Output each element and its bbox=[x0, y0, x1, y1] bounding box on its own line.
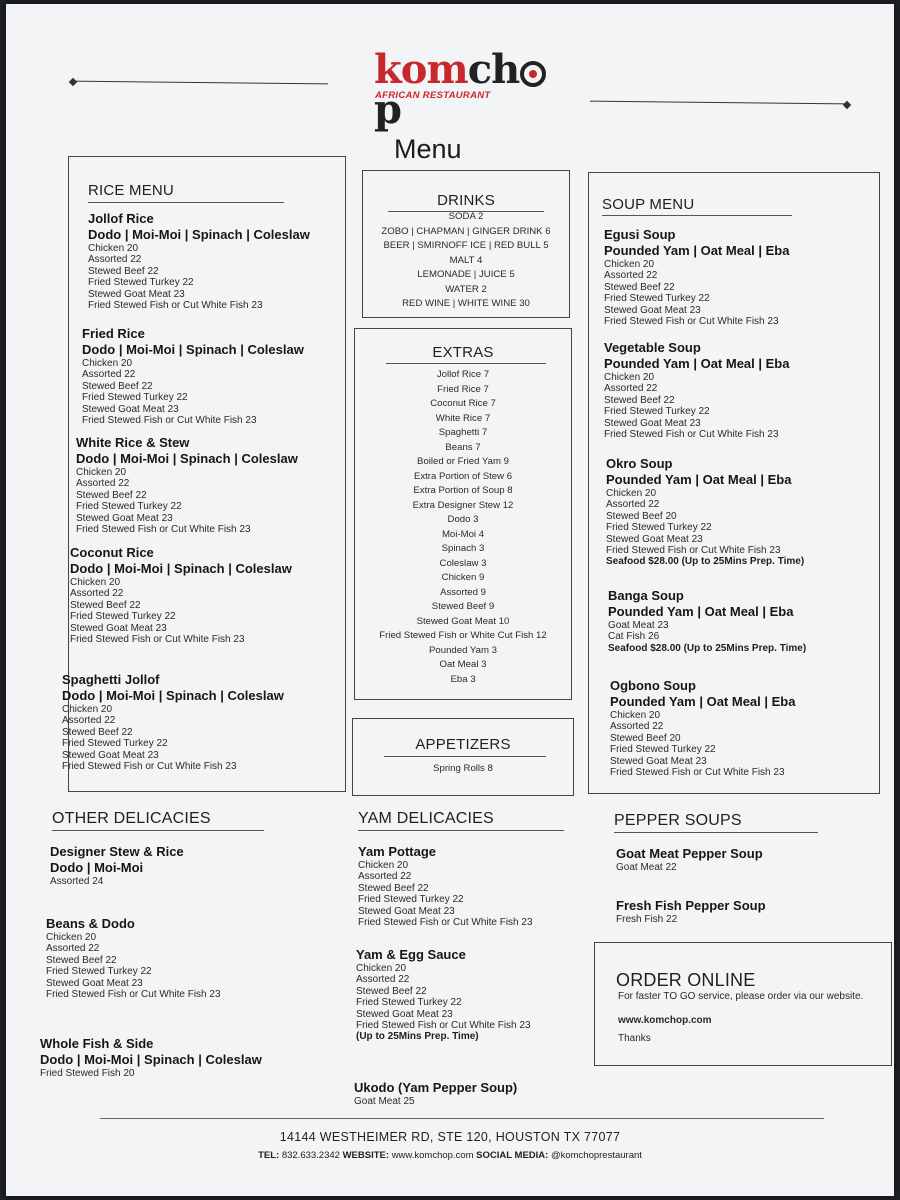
order-online-thanks: Thanks bbox=[618, 1033, 651, 1044]
menu-sheet bbox=[6, 4, 894, 1196]
soup-menu-item-price-line: Assorted 22 bbox=[604, 270, 658, 282]
header-rule-right bbox=[590, 101, 846, 105]
soup-menu-item-price-line: Stewed Goat Meat 23 bbox=[606, 533, 703, 545]
brand-name-kom: kom bbox=[374, 46, 468, 93]
extras-line: Chicken 9 bbox=[441, 572, 485, 583]
yam-delicacies-item bbox=[358, 844, 533, 928]
rice-menu-item-price-line: Chicken 20 bbox=[62, 704, 113, 715]
yam-delicacies-item-name: Yam & Egg Sauce bbox=[356, 947, 466, 962]
rice-menu-item-price-line: Stewed Goat Meat 23 bbox=[88, 288, 185, 300]
rice-menu-item-options: Dodo | Moi-Moi | Spinach | Coleslaw bbox=[62, 688, 284, 703]
drinks-line: LEMONADE | JUICE 5 bbox=[417, 269, 515, 280]
footer-social: @komchoprestaurant bbox=[550, 1150, 642, 1161]
pepper-soups-heading: PEPPER SOUPS bbox=[614, 812, 742, 829]
soup-menu-item-options: Pounded Yam | Oat Meal | Eba bbox=[608, 604, 794, 619]
soup-menu-item bbox=[604, 340, 789, 440]
soup-menu-item-price-line: Stewed Beef 20 bbox=[606, 510, 677, 522]
rice-menu-item-price-line: Fried Stewed Turkey 22 bbox=[62, 738, 168, 750]
soup-menu-item-price-line: Fried Stewed Fish or Cut White Fish 23 bbox=[604, 429, 779, 441]
extras-line: Moi-Moi 4 bbox=[441, 528, 485, 540]
pepper-soups-item bbox=[616, 846, 763, 873]
rice-menu-item-price-line: Assorted 22 bbox=[62, 715, 116, 727]
yam-delicacies-item-price-line: Chicken 20 bbox=[358, 860, 409, 871]
pepper-soups-rule bbox=[614, 832, 818, 833]
rice-menu-item-price-line: Stewed Beef 22 bbox=[82, 380, 153, 392]
rice-menu-item bbox=[76, 435, 298, 535]
rice-menu-item-price-line: Fried Stewed Fish or Cut White Fish 23 bbox=[76, 524, 251, 536]
extras-line: Coconut Rice 7 bbox=[430, 398, 496, 409]
order-online-text: For faster TO GO service, please order via our website. bbox=[618, 991, 864, 1002]
soup-menu-item-price-line: Stewed Beef 20 bbox=[610, 732, 681, 744]
extras-line: Jollof Rice 7 bbox=[436, 369, 490, 380]
extras-line: Extra Portion of Soup 8 bbox=[413, 485, 513, 496]
soup-menu-item-price-line: Assorted 22 bbox=[610, 721, 664, 733]
order-online-box bbox=[594, 942, 892, 1066]
soup-menu-item-price-line: Stewed Beef 22 bbox=[604, 281, 675, 293]
rice-menu-item-price-line: Chicken 20 bbox=[82, 358, 133, 369]
soup-menu-item-price-line: Cat Fish 26 bbox=[608, 631, 660, 643]
soup-menu-item bbox=[608, 588, 806, 654]
soup-menu-item-price-line: Chicken 20 bbox=[606, 488, 657, 499]
pepper-soups-item bbox=[616, 898, 766, 925]
yam-delicacies-item-price-line: Fried Stewed Fish or Cut White Fish 23 bbox=[358, 917, 533, 929]
yam-delicacies-item-price-line: Stewed Goat Meat 23 bbox=[358, 905, 455, 917]
header-rule-right-dot bbox=[843, 101, 851, 109]
drinks-list bbox=[362, 210, 570, 312]
rice-menu-item-options: Dodo | Moi-Moi | Spinach | Coleslaw bbox=[82, 342, 304, 357]
brand-name-p: p bbox=[374, 86, 401, 133]
soup-menu-item-price-line: Stewed Goat Meat 23 bbox=[604, 304, 701, 316]
soup-menu-item-options: Pounded Yam | Oat Meal | Eba bbox=[604, 243, 790, 258]
yam-delicacies-item-price-line: Stewed Goat Meat 23 bbox=[356, 1008, 453, 1020]
rice-menu-item-price-line: Fried Stewed Turkey 22 bbox=[82, 392, 188, 404]
rice-menu-item-name: Jollof Rice bbox=[88, 211, 154, 226]
yam-delicacies-rule bbox=[358, 830, 564, 831]
other-delicacies-item-price-line: Stewed Beef 22 bbox=[46, 954, 117, 966]
extras-line: Spinach 3 bbox=[441, 543, 485, 554]
soup-menu-item-name: Vegetable Soup bbox=[604, 340, 701, 355]
soup-menu-item-price-line: Stewed Beef 22 bbox=[604, 394, 675, 406]
footer-address: 14144 WESTHEIMER RD, STE 120, HOUSTON TX 77077 bbox=[279, 1130, 621, 1144]
yam-delicacies-item-price-line: Assorted 22 bbox=[356, 974, 410, 986]
extras-line: Extra Designer Stew 12 bbox=[412, 499, 514, 511]
soup-menu-item-note-line: Seafood $28.00 (Up to 25Mins Prep. Time) bbox=[608, 642, 807, 654]
soup-menu-rule bbox=[602, 215, 792, 216]
extras-line: Pounded Yam 3 bbox=[429, 644, 497, 656]
rice-menu-item bbox=[88, 211, 310, 311]
other-delicacies-item-price-line: Chicken 20 bbox=[46, 932, 97, 943]
soup-menu-item-price-line: Assorted 22 bbox=[604, 383, 658, 395]
extras-line: Extra Portion of Stew 6 bbox=[413, 470, 513, 482]
soup-menu-item-note-line: Seafood $28.00 (Up to 25Mins Prep. Time) bbox=[606, 556, 805, 568]
soup-menu-item-price-line: Chicken 20 bbox=[604, 372, 655, 383]
other-delicacies-item bbox=[46, 916, 221, 1000]
extras-line: Eba 3 bbox=[450, 673, 476, 685]
pepper-soups-item-price-line: Fresh Fish 22 bbox=[616, 914, 678, 925]
yam-delicacies-heading: YAM DELICACIES bbox=[358, 810, 494, 827]
other-delicacies-item-price-line: Assorted 22 bbox=[46, 943, 100, 955]
footer-tel: 832.633.2342 bbox=[281, 1150, 340, 1161]
yam-delicacies-item-price-line: Assorted 22 bbox=[358, 871, 412, 883]
extras-line: Fried Stewed Fish or White Cut Fish 12 bbox=[379, 630, 547, 641]
rice-menu-item-options: Dodo | Moi-Moi | Spinach | Coleslaw bbox=[88, 227, 310, 242]
extras-line: Dodo 3 bbox=[447, 514, 479, 525]
soup-menu-item-name: Ogbono Soup bbox=[610, 678, 696, 693]
rice-menu-item-price-line: Assorted 22 bbox=[76, 478, 130, 490]
yam-delicacies-item-note-line: (Up to 25Mins Prep. Time) bbox=[356, 1031, 479, 1043]
rice-menu-item-name: Spaghetti Jollof bbox=[62, 672, 160, 687]
rice-menu-item-price-line: Stewed Beef 22 bbox=[76, 489, 147, 501]
rice-menu-item-price-line: Stewed Goat Meat 23 bbox=[62, 749, 159, 761]
soup-menu-item-price-line: Goat Meat 23 bbox=[608, 620, 669, 631]
menu-title: Menu bbox=[394, 134, 462, 164]
soup-menu-item-name: Egusi Soup bbox=[604, 227, 676, 242]
rice-menu-item-price-line: Chicken 20 bbox=[88, 243, 139, 254]
extras-line: White Rice 7 bbox=[435, 412, 491, 424]
footer-rule bbox=[100, 1118, 824, 1119]
pepper-soups-item-name: Goat Meat Pepper Soup bbox=[616, 846, 763, 861]
soup-menu-item-price-line: Stewed Goat Meat 23 bbox=[610, 755, 707, 767]
rice-menu-item-price-line: Fried Stewed Turkey 22 bbox=[76, 501, 182, 513]
soup-menu-item-name: Banga Soup bbox=[608, 588, 684, 603]
rice-menu-item-price-line: Stewed Beef 22 bbox=[88, 265, 159, 277]
soup-menu-item-price-line: Assorted 22 bbox=[606, 499, 660, 511]
other-delicacies-rule bbox=[52, 830, 264, 831]
footer-social-label: SOCIAL MEDIA: bbox=[476, 1150, 549, 1161]
drinks-line: MALT 4 bbox=[449, 254, 483, 266]
soup-menu-heading: SOUP MENU bbox=[602, 196, 695, 213]
yam-delicacies-item bbox=[356, 947, 531, 1043]
rice-menu-item-price-line: Chicken 20 bbox=[70, 577, 121, 588]
yam-delicacies-item-price-line: Chicken 20 bbox=[356, 963, 407, 974]
brand-name-ch: ch bbox=[467, 46, 520, 93]
pepper-soups-item-price-line: Goat Meat 22 bbox=[616, 862, 677, 873]
rice-menu-item-price-line: Fried Stewed Fish or Cut White Fish 23 bbox=[88, 300, 263, 312]
yam-delicacies-item-price-line: Fried Stewed Fish or Cut White Fish 23 bbox=[356, 1020, 531, 1032]
rice-menu-item bbox=[70, 545, 292, 645]
footer-website-label: WEBSITE: bbox=[342, 1150, 390, 1161]
other-delicacies-item-options: Dodo | Moi-Moi bbox=[50, 860, 144, 875]
appetizers-list bbox=[352, 762, 574, 777]
rice-menu-item-options: Dodo | Moi-Moi | Spinach | Coleslaw bbox=[70, 561, 292, 576]
soup-menu-item-options: Pounded Yam | Oat Meal | Eba bbox=[610, 694, 796, 709]
other-delicacies-item-price-line: Stewed Goat Meat 23 bbox=[46, 977, 143, 989]
other-delicacies-heading: OTHER DELICACIES bbox=[52, 810, 211, 827]
soup-menu-item-price-line: Fried Stewed Turkey 22 bbox=[610, 744, 716, 756]
pot-icon bbox=[520, 61, 546, 87]
yam-delicacies-item-name: Yam Pottage bbox=[358, 844, 437, 859]
brand-subtitle: AFRICAN RESTAURANT bbox=[375, 90, 491, 101]
extras-line: Coleslaw 3 bbox=[439, 557, 487, 569]
other-delicacies-item-price-line: Fried Stewed Fish 20 bbox=[40, 1068, 135, 1079]
soup-menu-item bbox=[604, 227, 789, 327]
soup-menu-item-name: Okro Soup bbox=[606, 456, 673, 471]
rice-menu-item-price-line: Fried Stewed Fish or Cut White Fish 23 bbox=[62, 761, 237, 773]
soup-menu-item bbox=[606, 456, 804, 568]
rice-menu-item-price-line: Fried Stewed Fish or Cut White Fish 23 bbox=[82, 415, 257, 427]
soup-menu-item-price-line: Stewed Goat Meat 23 bbox=[604, 417, 701, 429]
soup-menu-item-price-line: Fried Stewed Turkey 22 bbox=[604, 293, 710, 305]
soup-menu-item-price-line: Fried Stewed Turkey 22 bbox=[604, 406, 710, 418]
appetizers-rule bbox=[384, 756, 546, 757]
rice-menu-item-price-line: Stewed Goat Meat 23 bbox=[76, 512, 173, 524]
rice-menu-item-name: White Rice & Stew bbox=[76, 435, 190, 450]
yam-delicacies-item bbox=[354, 1080, 517, 1107]
drinks-line: SODA 2 bbox=[448, 211, 484, 222]
rice-menu-rule bbox=[88, 202, 284, 203]
drinks-line: ZOBO | CHAPMAN | GINGER DRINK 6 bbox=[381, 225, 551, 237]
extras-line: Spaghetti 7 bbox=[438, 427, 488, 438]
soup-menu-item-price-line: Fried Stewed Fish or Cut White Fish 23 bbox=[604, 316, 779, 328]
rice-menu-item-price-line: Stewed Goat Meat 23 bbox=[70, 622, 167, 634]
drinks-heading: DRINKS bbox=[437, 192, 495, 209]
other-delicacies-item-name: Whole Fish & Side bbox=[40, 1036, 154, 1051]
footer-contact bbox=[6, 1150, 894, 1161]
rice-menu-item-options: Dodo | Moi-Moi | Spinach | Coleslaw bbox=[76, 451, 298, 466]
extras-line: Stewed Goat Meat 10 bbox=[416, 615, 510, 627]
drinks-line: WATER 2 bbox=[445, 283, 487, 295]
other-delicacies-item-price-line: Fried Stewed Turkey 22 bbox=[46, 966, 152, 978]
soup-menu-item-price-line: Chicken 20 bbox=[604, 259, 655, 270]
other-delicacies-item-options: Dodo | Moi-Moi | Spinach | Coleslaw bbox=[40, 1052, 262, 1067]
extras-line: Oat Meal 3 bbox=[439, 659, 487, 670]
rice-menu-item-name: Fried Rice bbox=[82, 326, 145, 341]
soup-menu-item-price-line: Fried Stewed Turkey 22 bbox=[606, 522, 712, 534]
yam-delicacies-item-price-line: Fried Stewed Turkey 22 bbox=[356, 997, 462, 1009]
rice-menu-item-price-line: Stewed Beef 22 bbox=[70, 599, 141, 611]
drinks-line: BEER | SMIRNOFF ICE | RED BULL 5 bbox=[383, 240, 549, 251]
footer-tel-label: TEL: bbox=[258, 1150, 280, 1161]
other-delicacies-item-name: Designer Stew & Rice bbox=[50, 844, 184, 859]
header-rule-left bbox=[72, 81, 328, 85]
rice-menu-item-price-line: Stewed Beef 22 bbox=[62, 726, 133, 738]
extras-heading: EXTRAS bbox=[432, 344, 494, 361]
soup-menu-item-price-line: Fried Stewed Fish or Cut White Fish 23 bbox=[606, 545, 781, 557]
soup-menu-item-price-line: Fried Stewed Fish or Cut White Fish 23 bbox=[610, 767, 785, 779]
drinks-line: RED WINE | WHITE WINE 30 bbox=[402, 298, 530, 309]
rice-menu-item-price-line: Stewed Goat Meat 23 bbox=[82, 403, 179, 415]
extras-list bbox=[354, 368, 572, 687]
extras-line: Boiled or Fried Yam 9 bbox=[417, 456, 509, 467]
extras-line: Assorted 9 bbox=[440, 586, 486, 598]
rice-menu-item-price-line: Fried Stewed Fish or Cut White Fish 23 bbox=[70, 634, 245, 646]
rice-menu-item-price-line: Assorted 22 bbox=[82, 369, 136, 381]
yam-delicacies-item-name: Ukodo (Yam Pepper Soup) bbox=[354, 1080, 518, 1095]
rice-menu-item bbox=[62, 672, 284, 772]
rice-menu-item-price-line: Assorted 22 bbox=[88, 254, 142, 266]
header-rule-left-dot bbox=[69, 78, 77, 86]
rice-menu-item-name: Coconut Rice bbox=[70, 545, 154, 560]
order-online-heading: ORDER ONLINE bbox=[616, 970, 756, 990]
rice-menu-item-price-line: Chicken 20 bbox=[76, 467, 127, 478]
soup-menu-item bbox=[610, 678, 795, 778]
other-delicacies-item bbox=[40, 1036, 262, 1079]
rice-menu-item-price-line: Assorted 22 bbox=[70, 588, 124, 600]
other-delicacies-item-price-line: Assorted 24 bbox=[50, 876, 104, 887]
yam-delicacies-item-price-line: Stewed Beef 22 bbox=[358, 882, 429, 894]
extras-line: Stewed Beef 9 bbox=[431, 601, 495, 612]
order-online-website-link[interactable]: www.komchop.com bbox=[618, 1015, 712, 1026]
extras-line: Beans 7 bbox=[445, 441, 481, 453]
other-delicacies-item bbox=[50, 844, 184, 887]
pepper-soups-item-name: Fresh Fish Pepper Soup bbox=[616, 898, 766, 913]
rice-menu-item-price-line: Fried Stewed Turkey 22 bbox=[70, 611, 176, 623]
appetizers-heading: APPETIZERS bbox=[415, 736, 511, 753]
yam-delicacies-item-price-line: Fried Stewed Turkey 22 bbox=[358, 894, 464, 906]
soup-menu-item-options: Pounded Yam | Oat Meal | Eba bbox=[604, 356, 790, 371]
brand-logo bbox=[374, 46, 574, 133]
yam-delicacies-item-price-line: Goat Meat 25 bbox=[354, 1096, 415, 1107]
rice-menu-item bbox=[82, 326, 304, 426]
footer-website: www.komchop.com bbox=[391, 1150, 474, 1161]
soup-menu-item-price-line: Chicken 20 bbox=[610, 710, 661, 721]
rice-menu-heading: RICE MENU bbox=[88, 182, 174, 199]
rice-menu-item-price-line: Fried Stewed Turkey 22 bbox=[88, 277, 194, 289]
other-delicacies-item-price-line: Fried Stewed Fish or Cut White Fish 23 bbox=[46, 989, 221, 1001]
soup-menu-item-options: Pounded Yam | Oat Meal | Eba bbox=[606, 472, 792, 487]
other-delicacies-item-name: Beans & Dodo bbox=[46, 916, 135, 931]
extras-rule bbox=[386, 363, 546, 364]
extras-line: Fried Rice 7 bbox=[437, 383, 489, 395]
appetizers-line: Spring Rolls 8 bbox=[433, 763, 493, 774]
appetizers-box bbox=[352, 718, 574, 796]
yam-delicacies-item-price-line: Stewed Beef 22 bbox=[356, 985, 427, 997]
